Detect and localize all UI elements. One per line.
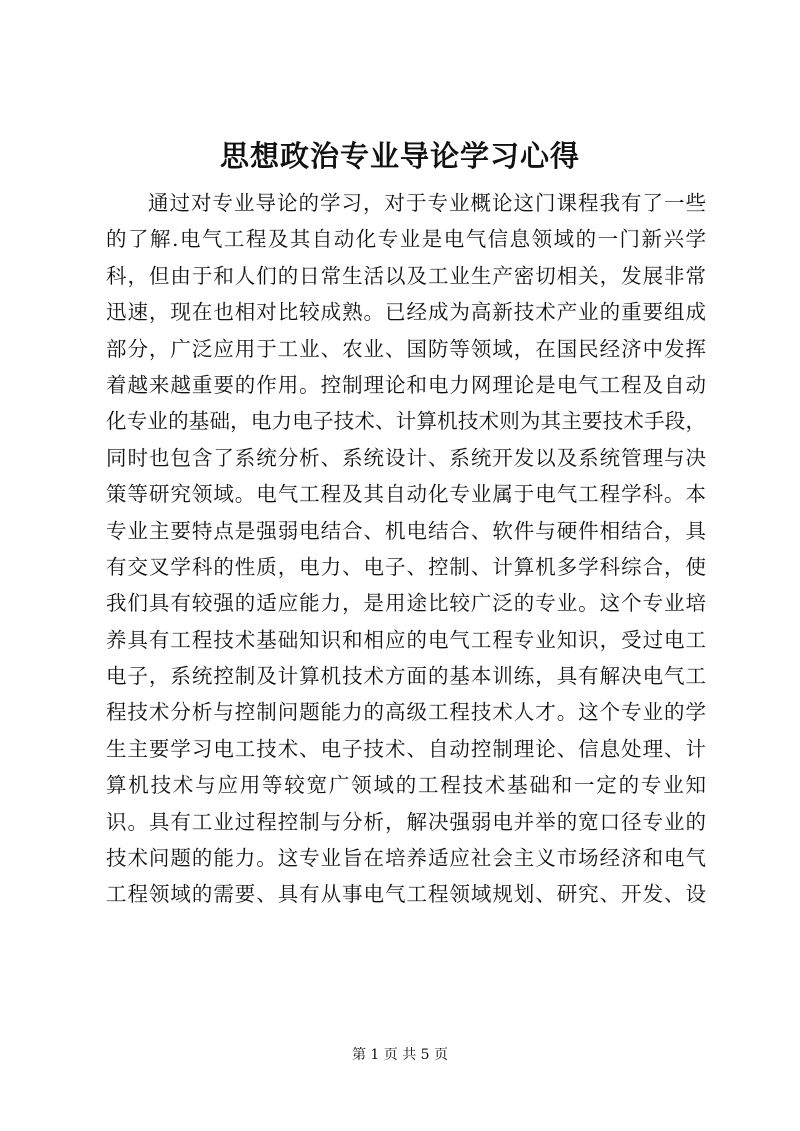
body-line: 的了解.电气工程及其自动化专业是电气信息领域的一门新兴学 bbox=[106, 227, 706, 252]
body-line: 技术问题的能力。这专业旨在培养适应社会主义市场经济和电气 bbox=[106, 846, 706, 871]
document-title: 思想政治专业导论学习心得 bbox=[219, 139, 580, 173]
body-line: 生主要学习电工技术、电子技术、自动控制理论、信息处理、计 bbox=[106, 736, 706, 761]
body-line: 电子，系统控制及计算机技术方面的基本训练，具有解决电气工 bbox=[106, 664, 706, 689]
body-line: 化专业的基础，电力电子技术、计算机技术则为其主要技术手段， bbox=[106, 409, 706, 434]
body-line: 程技术分析与控制问题能力的高级工程技术人才。这个专业的学 bbox=[106, 700, 706, 725]
page-number-footer: 第 1 页 共 5 页 bbox=[351, 1047, 449, 1063]
body-line: 同时也包含了系统分析、系统设计、系统开发以及系统管理与决 bbox=[106, 445, 706, 470]
body-line: 着越来越重要的作用。控制理论和电力网理论是电气工程及自动 bbox=[106, 372, 706, 397]
body-line: 算机技术与应用等较宽广领域的工程技术基础和一定的专业知 bbox=[106, 773, 706, 798]
body-line: 工程领域的需要、具有从事电气工程领域规划、研究、开发、设 bbox=[106, 882, 706, 907]
body-line: 策等研究领域。电气工程及其自动化专业属于电气工程学科。本 bbox=[106, 482, 706, 507]
body-line: 通过对专业导论的学习，对于专业概论这门课程我有了一些 bbox=[148, 191, 706, 215]
body-line: 部分，广泛应用于工业、农业、国防等领域，在国民经济中发挥 bbox=[106, 336, 706, 361]
body-line: 科，但由于和人们的日常生活以及工业生产密切相关，发展非常 bbox=[106, 263, 706, 288]
body-line: 识。具有工业过程控制与分析，解决强弱电并举的宽口径专业的 bbox=[106, 809, 706, 834]
body-line: 我们具有较强的适应能力，是用途比较广泛的专业。这个专业培 bbox=[106, 591, 706, 616]
document-body bbox=[106, 185, 706, 913]
body-line: 有交叉学科的性质，电力、电子、控制、计算机多学科综合，使 bbox=[106, 554, 706, 579]
body-line: 养具有工程技术基础知识和相应的电气工程专业知识，受过电工 bbox=[106, 627, 706, 652]
body-line: 迅速，现在也相对比较成熟。已经成为高新技术产业的重要组成 bbox=[106, 300, 706, 325]
body-line: 专业主要特点是强弱电结合、机电结合、软件与硬件相结合，具 bbox=[106, 518, 706, 543]
